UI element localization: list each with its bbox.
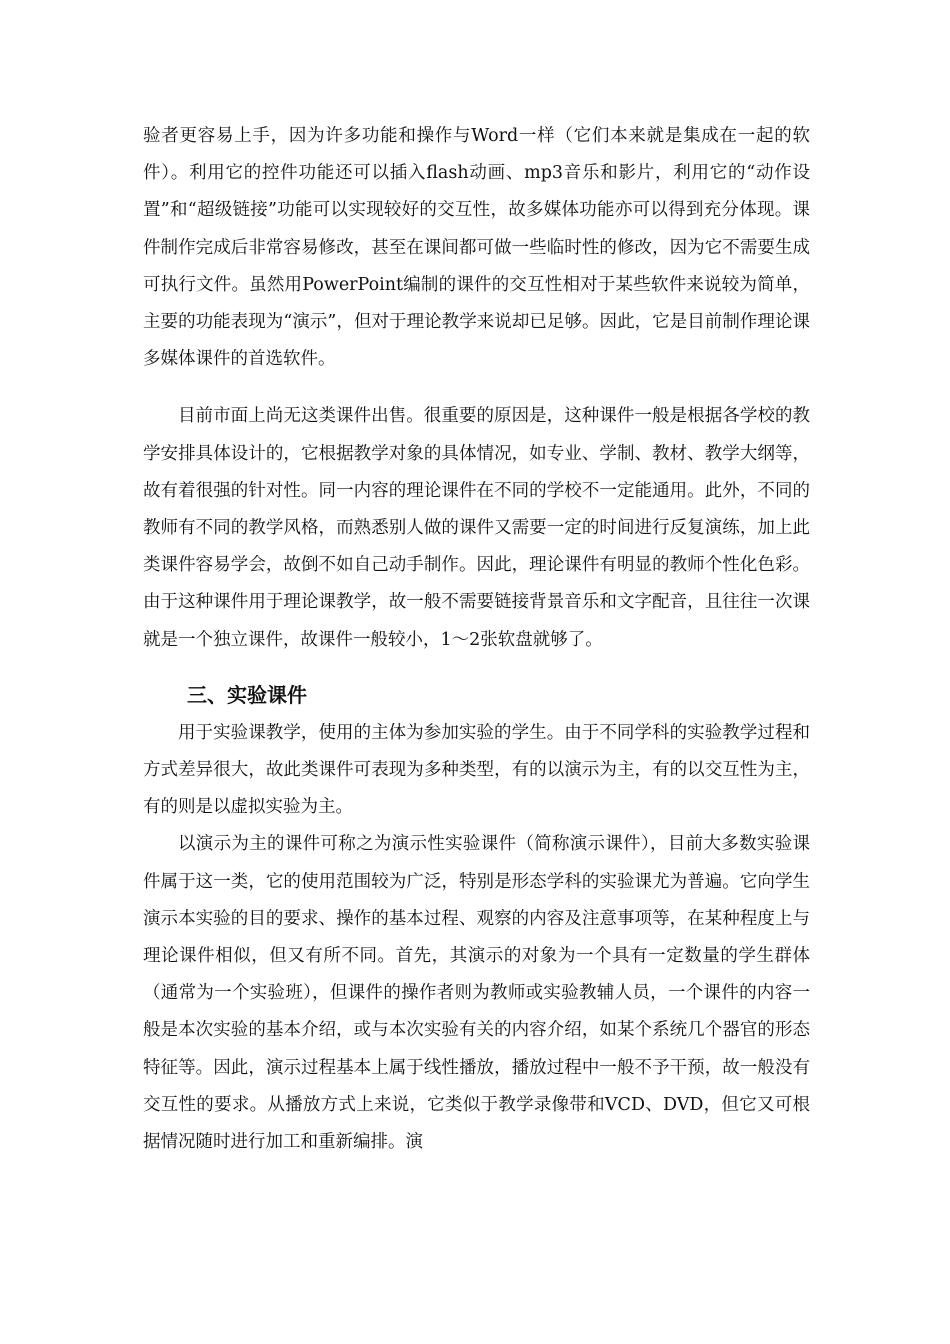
paragraph-lab-intro: 用于实验课教学，使用的主体为参加实验的学生。由于不同学科的实验教学过程和方式差异很大，故此类课件可表现为多种类型，有的以演示为主，有的以交互性为主，有的则是以虚拟实验为主。 [143, 722, 810, 818]
paragraph-continuation: 验者更容易上手，因为许多功能和操作与Word一样（它们本来就是集成在一起的软件）。利用它的控件功能还可以插入flash动画、mp3音乐和影片，利用它的“动作设置”和“超级链接”功能可以实现较好的交互性，故多媒体功能亦可以得到充分体现。课件制作完成后非常容易修改，甚至在课间都可做一些临时性的修改，因为它不需要生成可执行文件。虽然用PowerPoint编制的课件的交互性相对于某些软件来说较为简单，主要的功能表现为“演示”，但对于理论教学来说却已足够。因此，它是目前制作理论课多媒体课件的首选软件。 [143, 126, 810, 370]
section-heading: 三、实验课件 [187, 682, 307, 707]
paragraph-demo-courseware: 以演示为主的课件可称之为演示性实验课件（简称演示课件），目前大多数实验课件属于这一类，它的使用范围较为广泛，特别是形态学科的实验课尤为普遍。它向学生演示本实验的目的要求、操作的基本过程、观察的内容及注意事项等，在某种程度上与理论课件相似，但又有所不同。首先，其演示的对象为一个具有一定数量的学生群体（通常为一个实验班），但课件的操作者则为教师或实验教辅人员，一个课件的内容一般是本次实验的基本介绍，或与本次实验有关的内容介绍，如某个系统几个器官的形态特征等。因此，演示过程基本上属于线性播放，播放过程中一般不予干预，故一般没有交互性的要求。从播放方式上来说，它类似于教学录像带和VCD、DVD，但它又可根据情况随时进行加工和重新编排。演 [143, 834, 810, 1153]
paragraph-market: 目前市面上尚无这类课件出售。很重要的原因是，这种课件一般是根据各学校的教学安排具体设计的，它根据教学对象的具体情况，如专业、学制、教材、教学大纲等，故有着很强的针对性。同一内容的理论课件在不同的学校不一定能通用。此外，不同的教师有不同的教学风格，而熟悉别人做的课件又需要一定的时间进行反复演练，加上此类课件容易学会，故倒不如自己动手制作。因此，理论课件有明显的教师个性化色彩。由于这种课件用于理论课教学，故一般不需要链接背景音乐和文字配音，且往往一次课就是一个独立课件，故课件一般较小，1～2张软盘就够了。 [143, 406, 810, 650]
document-page [143, 118, 810, 1161]
